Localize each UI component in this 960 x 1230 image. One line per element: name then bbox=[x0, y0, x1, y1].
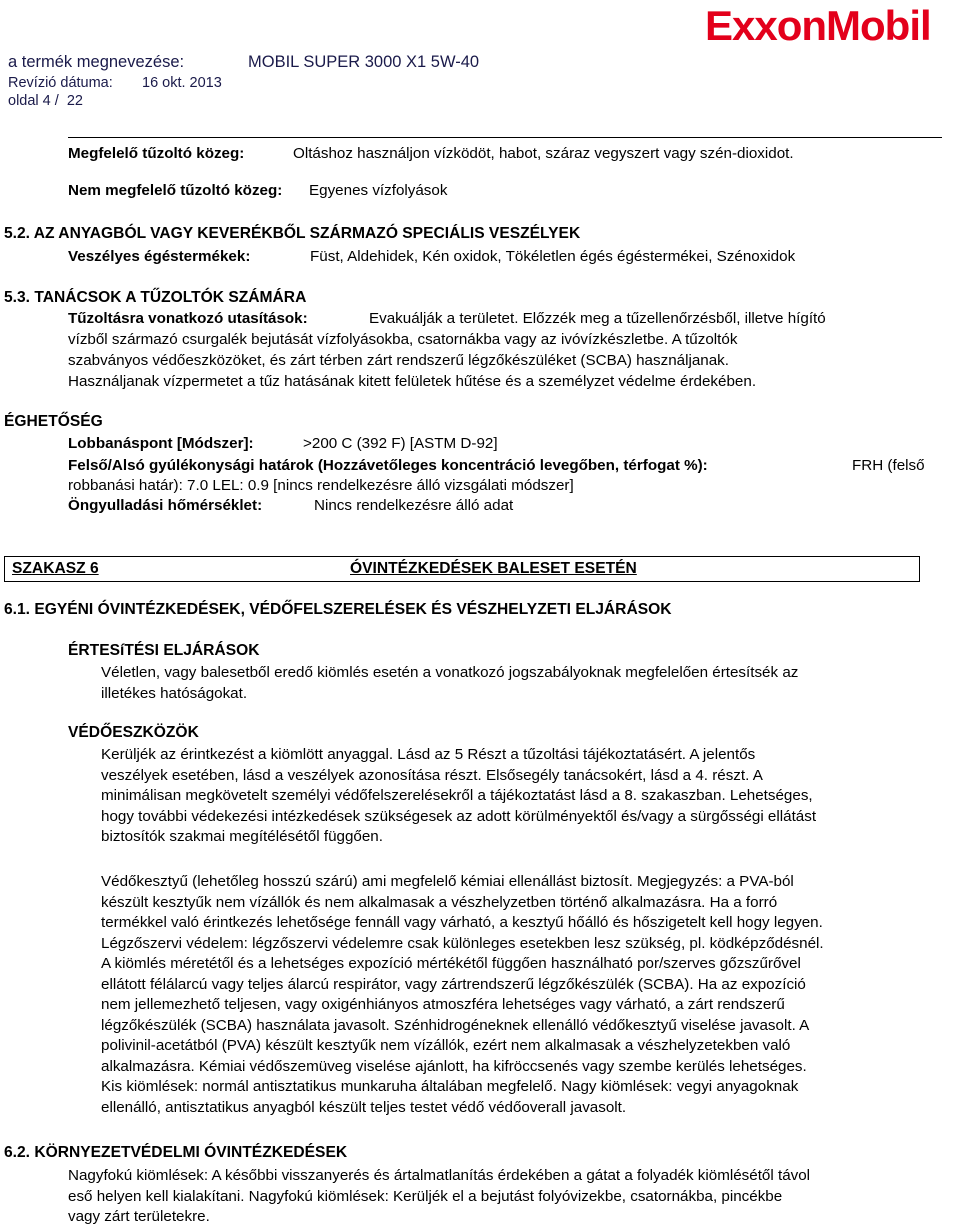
section-6-number: SZAKASZ 6 bbox=[12, 560, 99, 577]
firefighting-instructions-line4: Használjanak vízpermetet a tűz hatásának kitett felületek hűtése és a személyzet védelme érdekében. bbox=[68, 373, 757, 390]
flash-point-label: Lobbanáspont [Módszer]: bbox=[68, 435, 254, 452]
section-6-header-box bbox=[4, 556, 920, 582]
section-6-1-title: 6.1. EGYÉNI ÓVINTÉZKEDÉSEK, VÉDŐFELSZERELÉSEK ÉS VÉSZHELYZETI ELJÁRÁSOK bbox=[4, 601, 672, 618]
header-divider bbox=[68, 137, 942, 138]
ppe-line: polivinil-acetátból (PVA) készült kesztyűk nem vízállók, ezért nem alkalmasak a vészhelyzetekben való bbox=[101, 1037, 791, 1054]
unsuitable-media-value: Egyenes vízfolyások bbox=[309, 182, 448, 199]
notification-line: illetékes hatóságokat. bbox=[101, 684, 248, 702]
ppe-text-b bbox=[101, 872, 824, 1118]
ppe-line: Légzőszervi védelem: légzőszervi védelemre csak különleges esetekben lesz szükség, pl. ködképződésnél. bbox=[101, 934, 824, 952]
environmental-line: vagy zárt területekre. bbox=[68, 1208, 210, 1225]
flammability-limits-label: Felső/Alsó gyúlékonysági határok (Hozzávetőleges koncentráció levegőben, térfogat %): bbox=[68, 457, 708, 474]
product-name: MOBIL SUPER 3000 X1 5W-40 bbox=[248, 53, 480, 71]
unsuitable-media-label: Nem megfelelő tűzoltó közeg: bbox=[68, 182, 283, 199]
environmental-line: eső helyen kell kialakítani. Nagyfokú kiömlések: Kerüljék el a bejutást folyóvizekbe, csatornákba, pincékbe bbox=[68, 1187, 783, 1205]
ppe-line: termékkel való érintkezés lehetősége fennáll vagy várható, a kesztyű hőálló és hőszigetelt kell hogy legyen. bbox=[101, 914, 823, 931]
environmental-line: Nagyfokú kiömlések: A későbbi visszanyerés és ártalmatlanítás érdekében a gátat a folyadék kiömlésétől távol bbox=[68, 1167, 811, 1184]
ppe-line: Kerüljék az érintkezést a kiömlött anyaggal. Lásd az 5 Részt a tűzoltási tájékoztatásért. A jelentős bbox=[101, 746, 756, 763]
ppe-line: ellátott félálarcú vagy teljes álarcú respirátor, vagy zártrendszerű légzőkészülék (SCBA). Ha az expozíció bbox=[101, 975, 806, 993]
ppe-line: Védőkesztyű (lehetőleg hosszú szárú) ami megfelelő kémiai ellenállást biztosít. Megjegyzés: a PVA-ból bbox=[101, 873, 794, 890]
hazardous-products-value: Füst, Aldehidek, Kén oxidok, Tökéletlen égés égéstermékei, Szénoxidok bbox=[310, 248, 796, 265]
page-number: oldal 4 / 22 bbox=[8, 93, 83, 109]
notification-text bbox=[101, 663, 798, 704]
ppe-line: biztosítók szakmai megítélésétől függően. bbox=[101, 828, 383, 845]
ppe-text-a bbox=[101, 745, 816, 848]
flammability-limits-value-b: robbanási határ): 7.0 LEL: 0.9 [nincs rendelkezésre álló vizsgálati módszer] bbox=[68, 477, 574, 494]
ppe-line: ellenálló, antisztatikus anyagból készült teljes testet védő védőoverall javasolt. bbox=[101, 1098, 627, 1116]
environmental-text bbox=[68, 1166, 810, 1228]
revision-date: 16 okt. 2013 bbox=[142, 75, 222, 91]
ppe-line: Kis kiömlések: normál antisztatikus munkaruha általában megfelelő. Nagy kiömlések: vegyi anyagoknak bbox=[101, 1078, 799, 1095]
suitable-media-label: Megfelelő tűzoltó közeg: bbox=[68, 145, 245, 162]
notification-title: ÉRTESíTÉSI ELJÁRÁSOK bbox=[68, 642, 260, 659]
ppe-title: VÉDŐESZKÖZÖK bbox=[68, 724, 199, 741]
hazardous-products-label: Veszélyes égéstermékek: bbox=[68, 248, 251, 265]
autoignition-label: Öngyulladási hőmérséklet: bbox=[68, 497, 263, 514]
product-name-label: a termék megnevezése: bbox=[8, 53, 185, 71]
revision-label: Revízió dátuma: bbox=[8, 75, 113, 91]
ppe-line: hogy további védekezési intézkedések szükségesek az adott körülményektől és/vagy a sürgősségi ellátást bbox=[101, 807, 817, 825]
firefighting-instructions-line2: vízből származó csurgalék bejutását vízfolyásokba, csatornákba vagy az ivóvízkészletbe. A tűzoltók bbox=[68, 331, 738, 348]
section-6-2-title: 6.2. KÖRNYEZETVÉDELMI ÓVINTÉZKEDÉSEK bbox=[4, 1144, 348, 1161]
exxonmobil-logo: ExxonMobil bbox=[705, 2, 931, 49]
ppe-line: alkalmazásra. Kémiai védőszemüveg viselése ajánlott, ha kifröccsenés vagy szembe kerülés lehetséges. bbox=[101, 1057, 807, 1075]
section-5-2-title: 5.2. AZ ANYAGBÓL VAGY KEVERÉKBŐL SZÁRMAZÓ SPECIÁLIS VESZÉLYEK bbox=[4, 225, 581, 242]
ppe-line: minimálisan megkövetelt személyi védőfelszerelésekről a tájékoztatást lásd a 8. szakaszban. Lehetséges, bbox=[101, 787, 813, 804]
ppe-line: nem jellemezhető teljesen, vagy oxigénhiányos atmoszféra lehetséges vagy várható, a zárt rendszerű bbox=[101, 996, 785, 1013]
suitable-media-value: Oltáshoz használjon vízködöt, habot, száraz vegyszert vagy szén-dioxidot. bbox=[293, 145, 794, 162]
firefighting-instructions-line1: Evakuálják a területet. Előzzék meg a tűzellenőrzésből, illetve hígító bbox=[369, 310, 826, 327]
ppe-line: A kiömlés méretétől és a lehetséges expozíció mértékétől függően használható por/szerves gőzszűrővel bbox=[101, 955, 801, 972]
ppe-line: készült kesztyűk nem vízállók és nem alkalmasak a vészhelyzetben történő alkalmazásra. Ha a forró bbox=[101, 893, 778, 911]
firefighting-instructions-label: Tűzoltásra vonatkozó utasítások: bbox=[68, 310, 308, 327]
ppe-line: veszélyek esetében, lásd a veszélyek azonosítása részt. Elsősegély tanácsokért, lásd a 4. részt. A bbox=[101, 766, 763, 784]
section-5-3-title: 5.3. TANÁCSOK A TŰZOLTÓK SZÁMÁRA bbox=[4, 289, 307, 306]
ppe-line: légzőkészülék (SCBA) használata javasolt. Szénhidrogéneknek ellenálló védőkesztyű viselése javasolt. A bbox=[101, 1016, 810, 1034]
autoignition-value: Nincs rendelkezésre álló adat bbox=[314, 497, 514, 514]
firefighting-instructions-line3: szabványos védőeszközöket, és zárt térben zárt rendszerű légzőkészüléket (SCBA) használjanak. bbox=[68, 352, 729, 369]
flammability-limits-value-a: FRH (felső bbox=[852, 457, 925, 474]
flammability-title: ÉGHETŐSÉG bbox=[4, 413, 103, 430]
section-6-title: ÓVINTÉZKEDÉSEK BALESET ESETÉN bbox=[350, 560, 637, 577]
notification-line: Véletlen, vagy balesetből eredő kiömlés esetén a vonatkozó jogszabályoknak megfelelően értesítsék az bbox=[101, 664, 799, 681]
flash-point-value: >200 C (392 F) [ASTM D-92] bbox=[303, 435, 498, 452]
